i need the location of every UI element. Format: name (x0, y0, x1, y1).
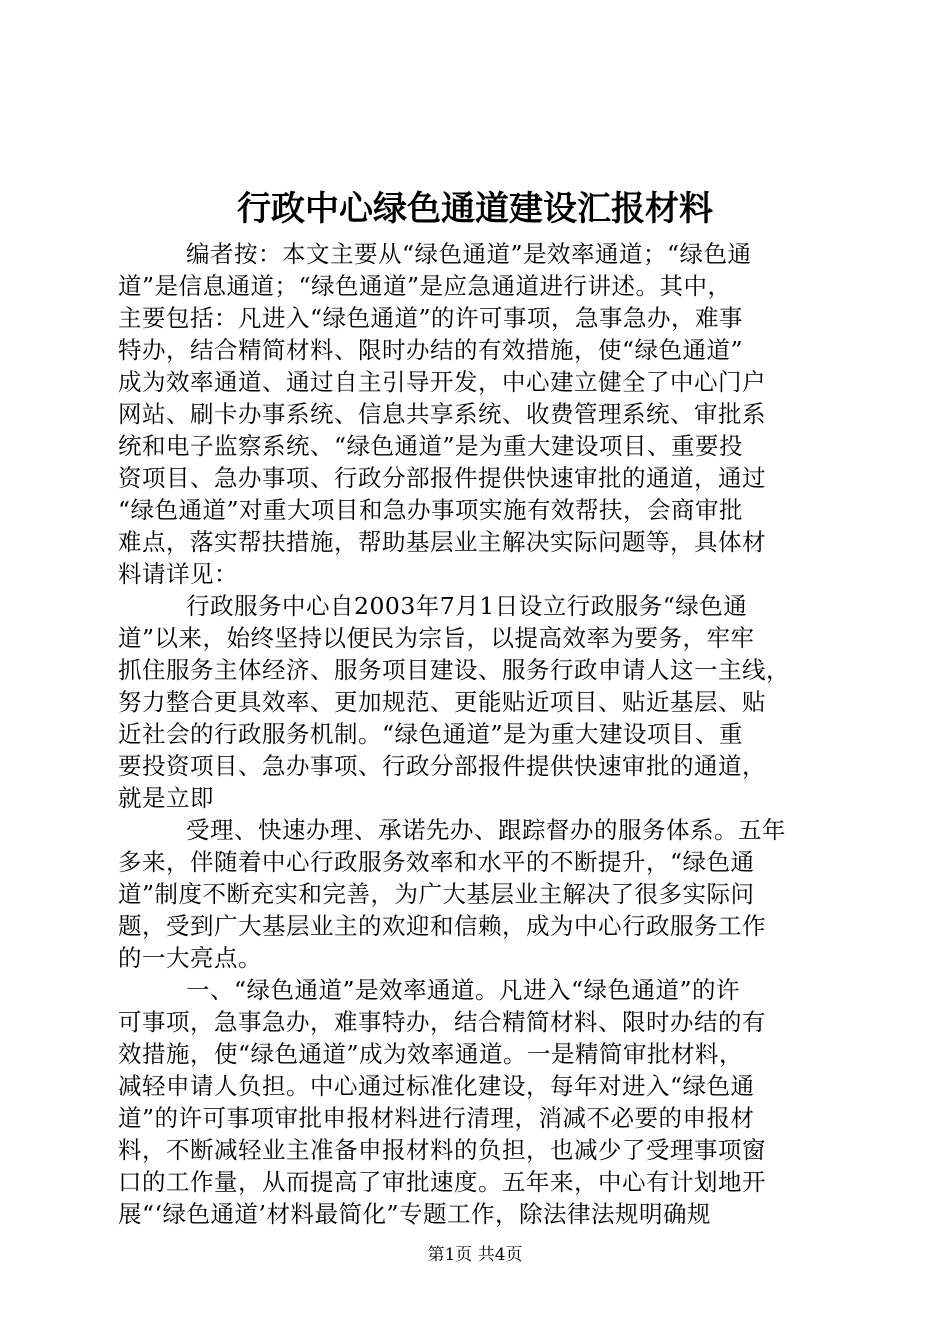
text-line: 多来，伴随着中心行政服务效率和水平的不断提升，“绿色通 (118, 848, 755, 876)
text-line: 统和电子监察系统、“绿色通道”是为重大建设项目、重要投 (118, 432, 744, 460)
text-line: 道”是信息通道；“绿色通道”是应急通道进行讲述。其中， (118, 272, 732, 300)
text-line: 道”的许可事项审批申报材料进行清理，消减不必要的申报材 (118, 1104, 755, 1132)
text-line: 抓住服务主体经济、服务项目建设、服务行政申请人这一主线， (118, 656, 790, 684)
text-line: 就是立即 (118, 784, 214, 812)
text-line: 的一大亮点。 (118, 944, 262, 972)
text-line: 料，不断减轻业主准备申报材料的负担，也减少了受理事项窗 (118, 1136, 766, 1164)
text-line: 减轻申请人负担。中心通过标准化建设，每年对进入“绿色通 (118, 1072, 755, 1100)
text-line: 料请详见： (118, 560, 238, 588)
text-line: 编者按：本文主要从“绿色通道”是效率通道；“绿色通 (186, 240, 752, 268)
text-line: 道”制度不断充实和完善，为广大基层业主解决了很多实际问 (118, 880, 755, 908)
text-line: 一、“绿色通道”是效率通道。凡进入“绿色通道”的许 (186, 976, 741, 1004)
text-line: 网站、刷卡办事系统、信息共享系统、收费管理系统、审批系 (118, 400, 766, 428)
text-line: 行政服务中心自2003年7月1日设立行政服务“绿色通 (186, 592, 748, 620)
text-line: 效措施，使“绿色通道”成为效率通道。一是精简审批材料， (118, 1040, 744, 1068)
text-line: 展“‘绿色通道’材料最简化”专题工作，除法律法规明确规 (118, 1200, 711, 1228)
text-line: “绿色通道”对重大项目和急办事项实施有效帮扶，会商审批 (118, 496, 744, 524)
text-line: 口的工作量，从而提高了审批速度。五年来，中心有计划地开 (118, 1168, 766, 1196)
text-line: 受理、快速办理、承诺先办、跟踪督办的服务体系。五年 (186, 816, 786, 844)
text-line: 道”以来，始终坚持以便民为宗旨，以提高效率为要务，牢牢 (118, 624, 755, 652)
document-body (118, 238, 832, 1230)
page-footer: 第1页 共4页 (427, 1245, 523, 1265)
text-line: 可事项，急事急办，难事特办，结合精简材料、限时办结的有 (118, 1008, 766, 1036)
text-line: 努力整合更具效率、更加规范、更能贴近项目、贴近基层、贴 (118, 688, 766, 716)
text-line: 要投资项目、急办事项、行政分部报件提供快速审批的通道， (118, 752, 766, 780)
text-line: 主要包括：凡进入“绿色通道”的许可事项，急事急办，难事 (118, 304, 744, 332)
text-line: 特办，结合精简材料、限时办结的有效措施，使“绿色通道” (118, 336, 744, 364)
text-line: 近社会的行政服务机制。“绿色通道”是为重大建设项目、重 (118, 720, 744, 748)
document-title: 行政中心绿色通道建设汇报材料 (237, 189, 713, 229)
text-line: 资项目、急办事项、行政分部报件提供快速审批的通道，通过 (118, 464, 766, 492)
text-line: 题，受到广大基层业主的欢迎和信赖，成为中心行政服务工作 (118, 912, 766, 940)
text-line: 难点，落实帮扶措施，帮助基层业主解决实际问题等，具体材 (118, 528, 766, 556)
text-line: 成为效率通道、通过自主引导开发，中心建立健全了中心门户 (118, 368, 766, 396)
